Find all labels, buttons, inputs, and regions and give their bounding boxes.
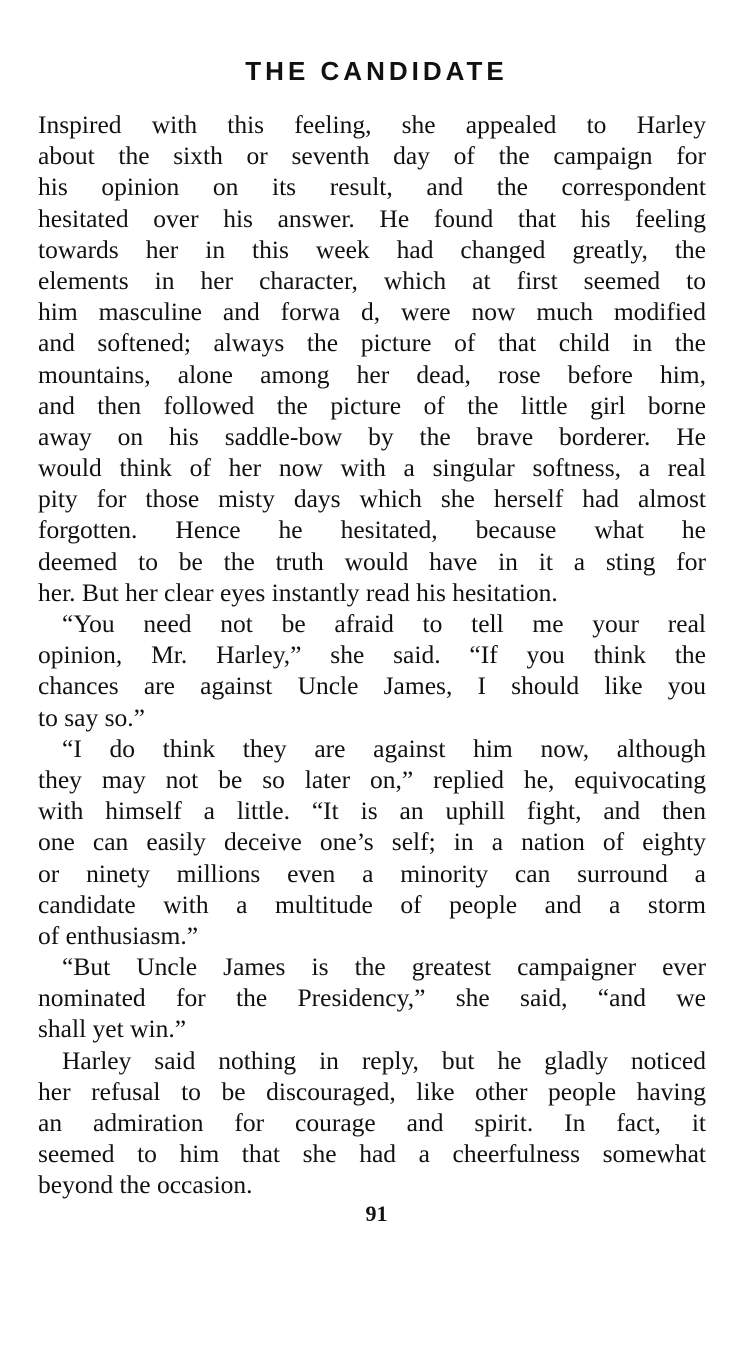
text-line: with himself a little. “It is an uphill fight, and then [38,796,706,826]
text-line: seemed to him that she had a cheerfulness somewhat [38,1139,706,1169]
text-line: “I do think they are against him now, although [62,733,706,763]
text-line: or ninety millions even a minority can surround a [38,858,706,888]
text-line: “You need not be afraid to tell me your real [62,609,706,638]
paragraph [38,1045,706,1201]
text-line: chances are against Uncle James, I should like you [38,671,706,701]
text-line: shall yet win.” [38,1014,187,1044]
paragraph [38,733,706,951]
text-line: opinion, Mr. Harley,” she said. “If you think the [38,640,706,670]
text-line: elements in her character, which at first seemed to [38,265,706,295]
paragraph [38,608,706,733]
text-line: an admiration for courage and spirit. In fact, it [38,1108,706,1137]
text-line: his opinion on its result, and the correspondent [38,172,706,202]
text-line: him masculine and forwa d, were now much modified [38,297,706,327]
text-line: candidate with a multitude of people and a storm [38,889,706,919]
paragraph [38,951,706,1045]
text-line: hesitated over his answer. He found that his feeling [38,203,706,233]
running-head: THE CANDIDATE [245,56,508,86]
text-line: would think of her now with a singular softness, a real [38,453,706,483]
text-line: mountains, alone among her dead, rose before him, [38,359,706,389]
text-line: Inspired with this feeling, she appealed to Harley [38,110,706,139]
text-line: and then followed the picture of the little girl borne [38,390,706,420]
text-line: about the sixth or seventh day of the campaign for [38,141,706,171]
text-line: her. But her clear eyes instantly read his hesitation. [38,577,558,607]
text-line: pity for those misty days which she herself had almost [38,484,706,514]
text-line: her refusal to be discouraged, like other people having [38,1076,706,1106]
text-line: forgotten. Hence he hesitated, because what he [38,515,706,545]
paragraph [38,109,706,608]
text-line: and softened; always the picture of that child in the [38,328,706,358]
text-line: they may not be so later on,” replied he, equivocating [38,764,706,794]
text-line: “But Uncle James is the greatest campaigner ever [62,952,706,982]
text-line: Harley said nothing in reply, but he gladly noticed [62,1045,706,1075]
text-line: towards her in this week had changed greatly, the [38,234,706,264]
text-line: away on his saddle-bow by the brave borderer. He [38,421,706,451]
text-line: to say so.” [38,702,145,732]
text-line: deemed to be the truth would have in it a sting for [38,546,706,576]
page-number: 91 [365,1201,388,1226]
text-line: beyond the occasion. [38,1170,253,1200]
text-line: of enthusiasm.” [38,920,199,950]
text-line: one can easily deceive one’s self; in a nation of eighty [38,827,706,857]
body-text [38,109,706,1201]
text-line: nominated for the Presidency,” she said, “and we [38,983,706,1013]
